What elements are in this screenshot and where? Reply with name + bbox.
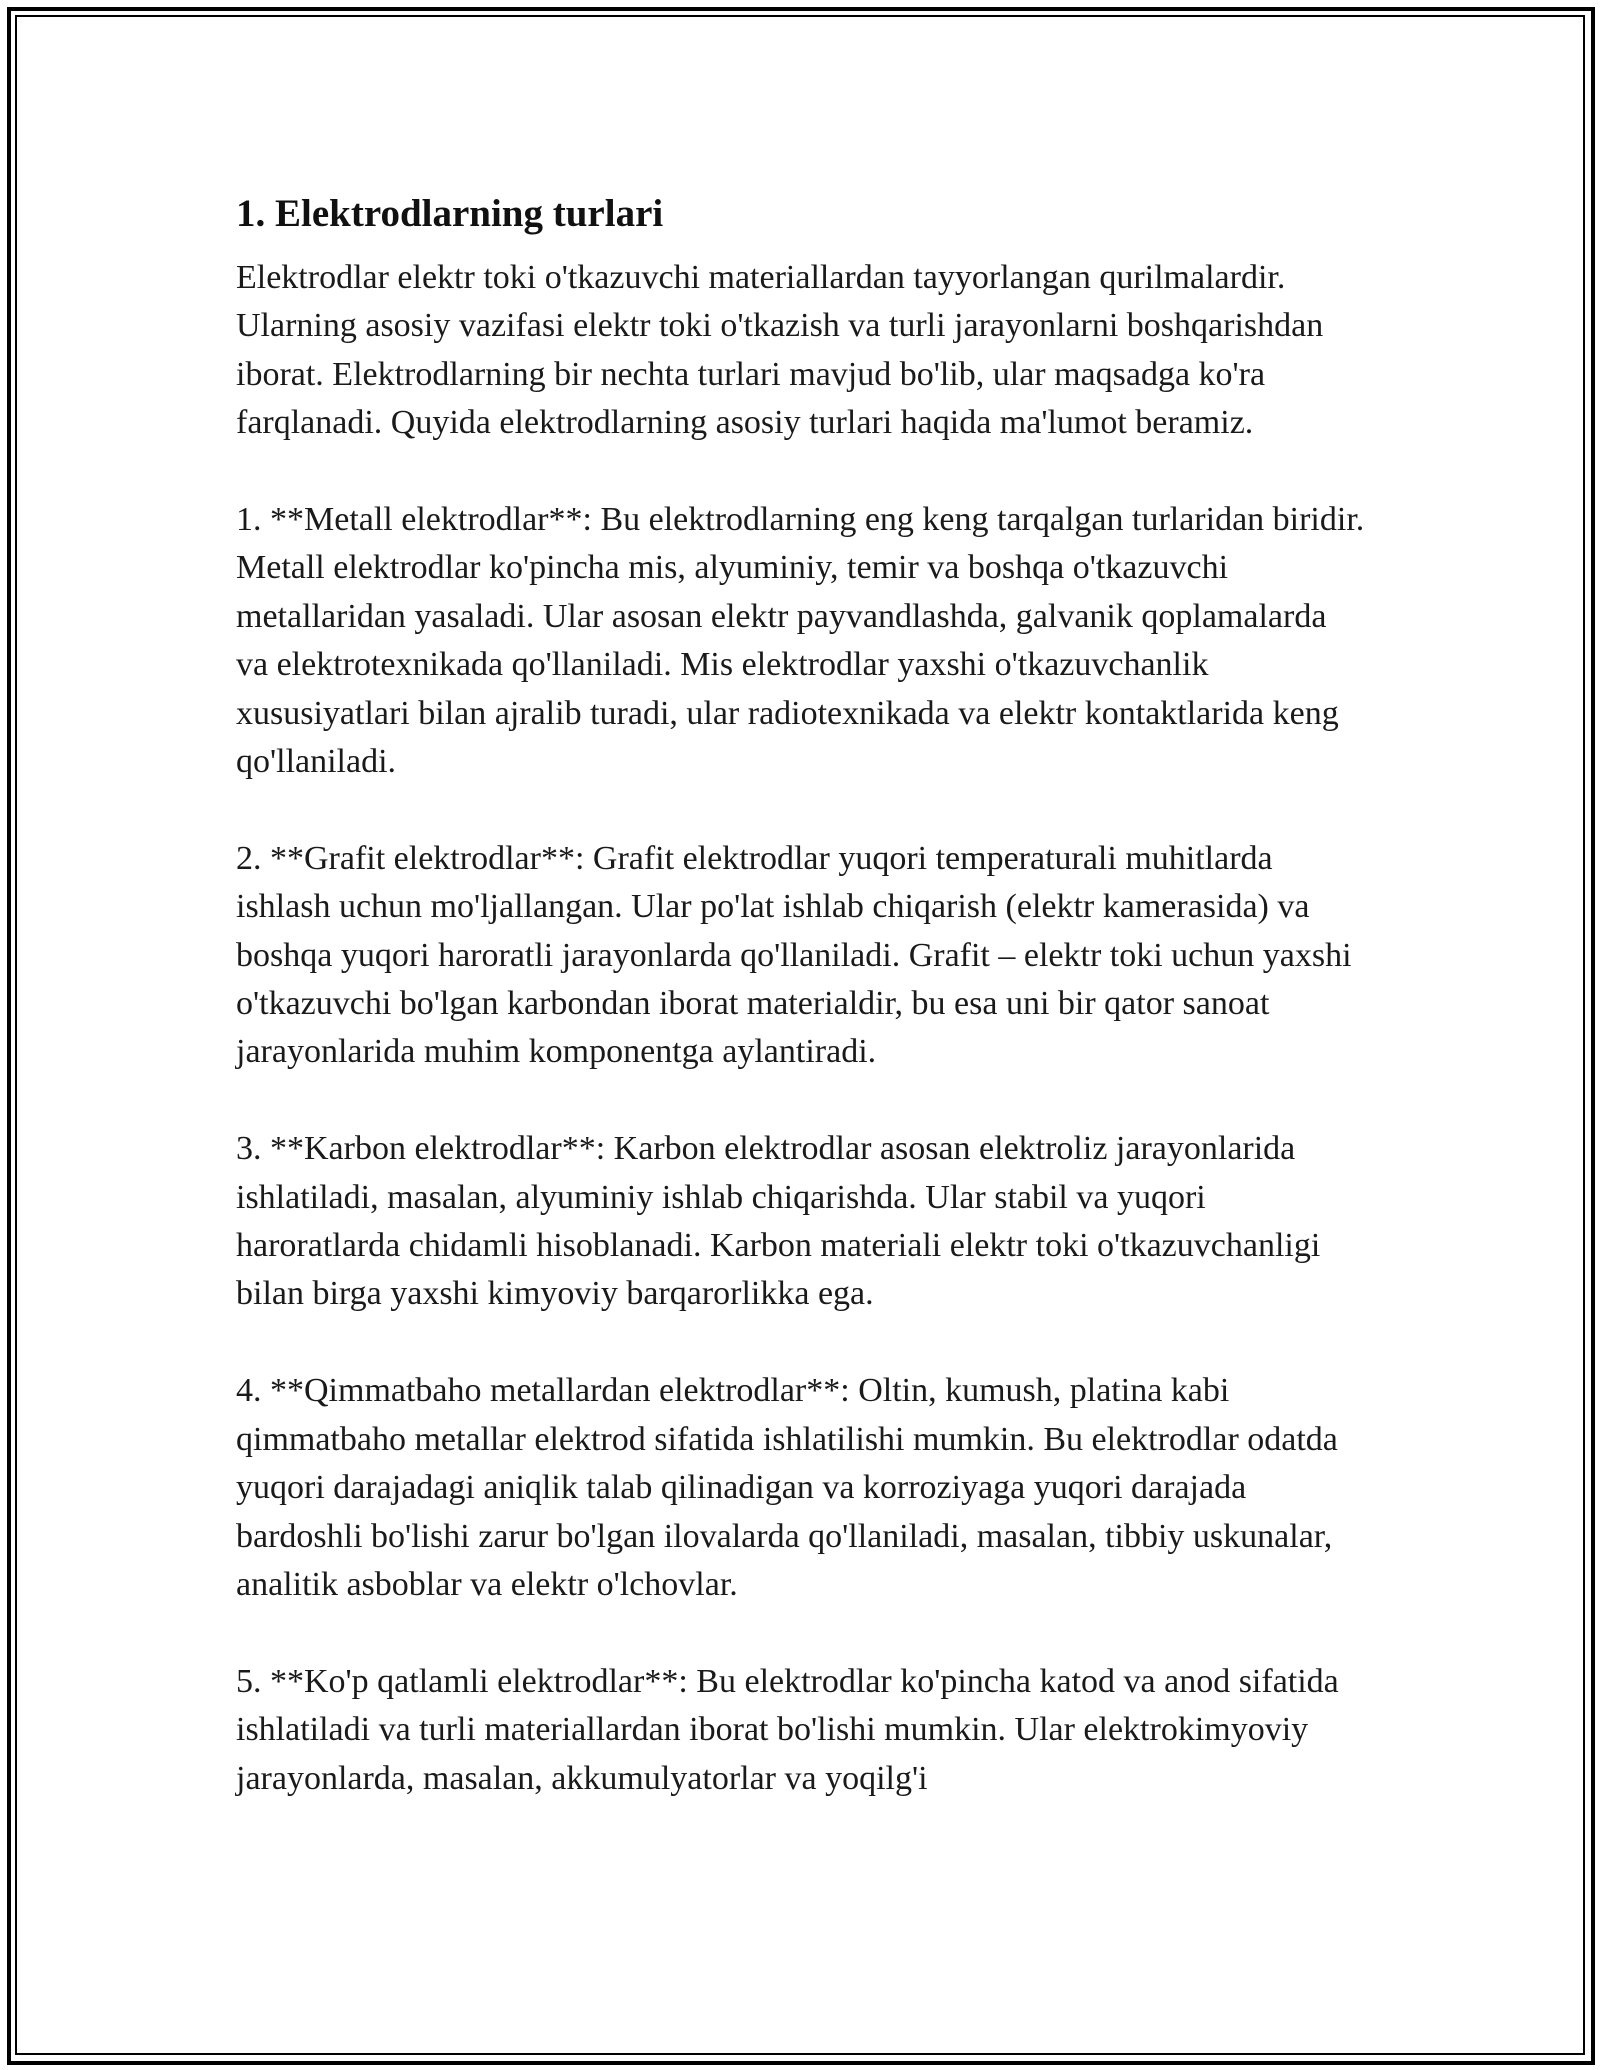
document-body [236,186,1366,1803]
paragraph-multilayer-electrodes: 5. **Ko'p qatlamli elektrodlar**: Bu elektrodlar ko'pincha katod va anod sifatida ishlatiladi va turli materiallardan iborat bo'lishi mumkin. Ular elektrokimyoviy jarayonlarda, masalan, akkumulyatorlar va yoqilg'i [236,1662,1339,1797]
section-heading: 1. Elektrodlarning turlari [236,192,664,235]
paragraph-precious-metal-electrodes: 4. **Qimmatbaho metallardan elektrodlar**: Oltin, kumush, platina kabi qimmatbaho metallar elektrod sifatida ishlatilishi mumkin. Bu elektrodlar odatda yuqori darajadagi aniqlik talab qilinadigan va korroziyaga yuqori darajada bardoshli bo'lishi zarur bo'lgan ilovalarda qo'llaniladi, masalan, tibbiy uskunalar, analitik asboblar va elektr o'lchovlar. [236,1372,1338,1603]
paragraph-carbon-electrodes: 3. **Karbon elektrodlar**: Karbon elektrodlar asosan elektroliz jarayonlarida ishlatiladi, masalan, alyuminiy ishlab chiqarishda. Ular stabil va yuqori haroratlarda chidamli hisoblanadi. Karbon materiali elektr toki o'tkazuvchanligi bilan birga yaxshi kimyoviy barqarorlikka ega. [236,1130,1321,1313]
intro-paragraph: Elektrodlar elektr toki o'tkazuvchi materiallardan tayyorlangan qurilmalardir. Ularning asosiy vazifasi elektr toki o'tkazish va turli jarayonlarni boshqarishdan iborat. Elektrodlarning bir nechta turlari mavjud bo'lib, ular maqsadga ko'ra farqlanadi. Quyida elektrodlarning asosiy turlari haqida ma'lumot beramiz. [236,259,1324,442]
document-text [236,254,1366,1803]
paragraph-graphite-electrodes: 2. **Grafit elektrodlar**: Grafit elektrodlar yuqori temperaturali muhitlarda ishlash uchun mo'ljallangan. Ular po'lat ishlab chiqarish (elektr kamerasida) va boshqa yuqori haroratli jarayonlarda qo'llaniladi. Grafit – elektr toki uchun yaxshi o'tkazuvchi bo'lgan karbondan iborat materialdir, bu esa uni bir qator sanoat jarayonlarida muhim komponentga aylantiradi. [236,839,1352,1071]
paragraph-metal-electrodes: 1. **Metall elektrodlar**: Bu elektrodlarning eng keng tarqalgan turlaridan biridir. Metall elektrodlar ko'pincha mis, alyuminiy, temir va boshqa o'tkazuvchi metallaridan yasaladi. Ular asosan elektr payvandlashda, galvanik qoplamalarda va elektrotexnikada qo'llaniladi. Mis elektrodlar yaxshi o'tkazuvchanlik xususiyatlari bilan ajralib turadi, ular radiotexnikada va elektr kontaktlarida keng qo'llaniladi. [236,501,1365,781]
